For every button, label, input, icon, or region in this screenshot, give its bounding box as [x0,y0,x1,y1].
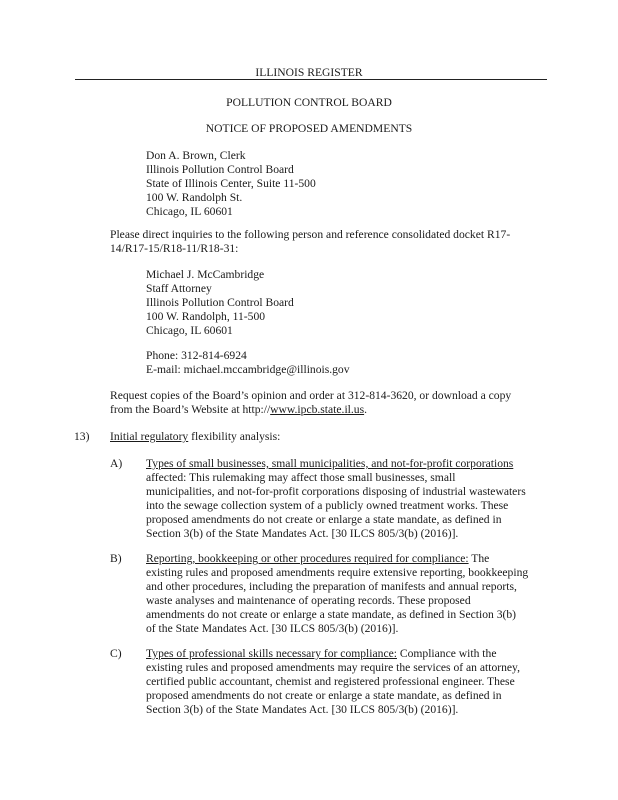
item-line: proposed amendments do not create or enlarge a state mandate, as defined in [146,689,502,702]
contact-address-line: Staff Attorney [146,282,212,295]
inquiry-line: 14/R17-15/R18-11/R18-31: [110,242,239,255]
request-copies-suffix: . [364,403,367,416]
item-line: Section 3(b) of the State Mandates Act. [30 ILCS 805/3(b) (2016)]. [146,527,459,540]
register-title: ILLINOIS REGISTER [255,66,363,79]
section-title-rest: flexibility analysis: [188,430,281,443]
website-link[interactable]: www.ipcb.state.il.us [270,403,365,416]
item-line: municipalities, and not-for-profit corporations disposing of industrial wastewaters [146,485,526,498]
request-copies-line [110,403,511,417]
item-lead: Reporting, bookkeeping or other procedures required for compliance: [146,552,469,565]
item-lead-line [146,552,528,566]
item-line: waste analyses and maintenance of operating records. These proposed [146,594,471,607]
request-copies-line: Request copies of the Board’s opinion and order at 312-814-3620, or download a copy [110,389,512,402]
contact-details [146,349,350,377]
item-line: affected: This rulemaking may affect those small businesses, small [146,471,456,484]
item-lead: Types of professional skills necessary for compliance: [146,647,397,660]
item-line: existing rules and proposed amendments may require the services of an attorney, [146,661,520,674]
inquiry-line: Please direct inquiries to the following person and reference consolidated docket R17- [110,228,511,241]
section-title-underlined: Initial regulatory [110,430,189,443]
item-line: and other procedures, including the preparation of manifests and annual reports, [146,580,517,593]
header-rule [75,79,547,80]
item-line: existing rules and proposed amendments require extensive reporting, bookkeeping [146,566,529,579]
item-letter: A) [110,457,123,470]
clerk-address-line: Chicago, IL 60601 [146,205,233,218]
contact-address-line: 100 W. Randolph, 11-500 [146,310,266,323]
board-title: POLLUTION CONTROL BOARD [226,96,392,109]
request-copies-prefix: from the Board’s Website at http:// [110,403,271,416]
request-copies-paragraph [110,389,511,417]
clerk-address-line: Illinois Pollution Control Board [146,163,294,176]
item-line: proposed amendments do not create or enlarge a state mandate, as defined in [146,513,502,526]
item-lead-rest: Compliance with the [396,647,497,660]
item-lead-rest: The [468,552,490,565]
item-c-paragraph [146,647,520,717]
contact-address-line: Chicago, IL 60601 [146,324,233,337]
email-line[interactable]: E-mail: michael.mccambridge@illinois.gov [146,363,350,376]
item-b-paragraph [146,552,528,636]
section-number: 13) [74,430,90,443]
clerk-address-line: State of Illinois Center, Suite 11-500 [146,177,316,190]
item-line: Section 3(b) of the State Mandates Act. [30 ILCS 805/3(b) (2016)]. [146,703,459,716]
contact-address-line: Illinois Pollution Control Board [146,296,294,309]
item-letter: C) [110,647,122,660]
clerk-address-line: 100 W. Randolph St. [146,191,243,204]
notice-title: NOTICE OF PROPOSED AMENDMENTS [205,122,413,135]
item-line: into the sewage collection system of a publicly owned treatment works. These [146,499,509,512]
item-letter: B) [110,552,122,565]
clerk-address-line: Don A. Brown, Clerk [146,149,246,162]
clerk-address [146,149,316,219]
item-lead: Types of small businesses, small municipalities, and not-for-profit corporations [146,457,514,470]
item-a-paragraph [146,457,526,541]
item-lead-line [146,647,520,661]
contact-address-line: Michael J. McCambridge [146,268,265,281]
item-line: certified public accountant, chemist and registered professional engineer. These [146,675,515,688]
phone-line: Phone: 312-814-6924 [146,349,247,362]
item-line: of the State Mandates Act. [30 ILCS 805/3(b) (2016)]. [146,622,399,635]
inquiry-paragraph [110,228,510,256]
item-line: amendments do not create or enlarge a state mandate, as defined in Section 3(b) [146,608,517,621]
contact-address [146,268,294,338]
section-title [110,430,280,444]
